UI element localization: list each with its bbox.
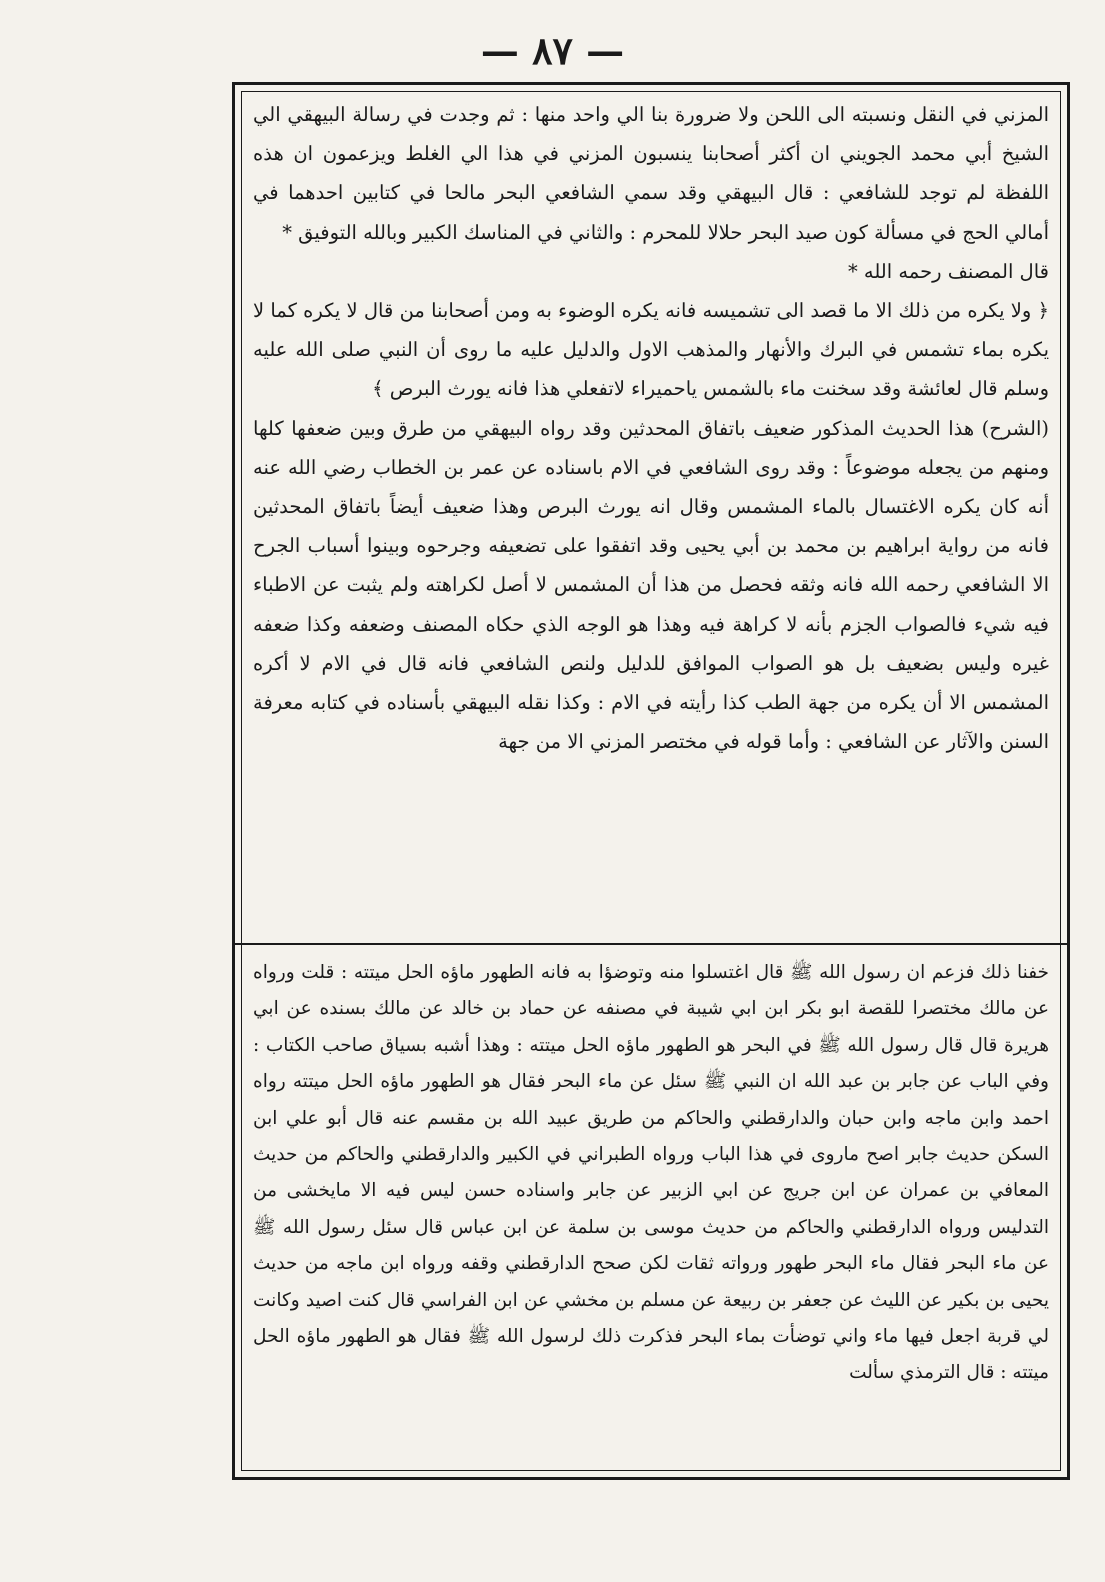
paragraph: قال المصنف رحمه الله * <box>847 259 1049 283</box>
footnotes <box>253 955 1049 1392</box>
paragraph: ﴿ ولا يكره من ذلك الا ما قصد الى تشميسه فانه يكره الوضوء به ومن أصحابنا من قال لا يكره كما لا يكره بماء تشمس في البرك والأنهار والمذهب الاول والدليل عليه ما روى أن النبي صلى الله عليه وسلم قال لعائشة وقد سخنت ماء بالشمس ياحميراء لاتفعلي هذا فانه يورث البرص ﴾ <box>253 299 1049 401</box>
footnote-divider <box>235 943 1067 945</box>
paragraph: (الشرح) هذا الحديث المذكور ضعيف باتفاق المحدثين وقد رواه البيهقي من طرق وبين ضعفها كلها ومنهم من يجعله موضوعاً : وقد روى الشافعي في الام باسناده عن عمر بن الخطاب رضي الله عنه أنه كان يكره الاغتسال بالماء المشمس وقال انه يورث البرص وهذا ضعيف أيضاً باتفاق المحدثين فانه من رواية ابراهيم بن محمد بن أبي يحيى وقد اتفقوا على تضعيفه وجرحوه وبينوا أسباب الجرح الا الشافعي رحمه الله فانه وثقه فحصل من هذا أن المشمس لا أصل لكراهته ولم يثبت عن الاطباء فيه شيء فالصواب الجزم بأنه لا كراهة فيه وهذا هو الوجه الذي حكاه المصنف وضعفه وكذا ضعفه غيره وليس بضعيف بل هو الصواب الموافق للدليل ولنص الشافعي فانه قال في الام لا أكره المشمس الا أن يكره من جهة الطب كذا رأيته في الام : وكذا نقله البيهقي بأسناده في كتابه معرفة السنن والآثار عن الشافعي : وأما قوله في مختصر المزني الا من جهة <box>253 416 1049 754</box>
main-text <box>253 95 1049 761</box>
footnote-paragraph: خفنا ذلك فزعم ان رسول الله ﷺ قال اغتسلوا منه وتوضؤا به فانه الطهور ماؤه الحل ميتته : قلت ورواه عن مالك مختصرا للقصة ابو بكر ابن ابي شيبة في مصنفه عن حماد بن خالد عن مالك بسنده عن ابي هريرة قال قال رسول الله ﷺ في البحر هو الطهور ماؤه الحل ميتته : وهذا أشبه بسياق صاحب الكتاب : وفي الباب عن جابر بن عبد الله ان النبي ﷺ سئل عن ماء البحر فقال هو الطهور ماؤه الحل ميتته رواه احمد وابن ماجه وابن حبان والدارقطني والحاكم من طريق عبيد الله بن مقسم عنه قال أبو علي ابن السكن حديث جابر اصح ماروى في هذا الباب ورواه الطبراني في الكبير والدارقطني والحاكم من حديث المعافي بن عمران عن ابن جريج عن ابي الزبير عن جابر واسناده حسن ليس فيه الا مايخشى من التدليس ورواه الدارقطني والحاكم من حديث موسى بن سلمة عن ابن عباس قال سئل رسول الله ﷺ عن ماء البحر فقال ماء البحر طهور ورواته ثقات لكن صحح الدارقطني وقفه ورواه ابن ماجه من حديث يحيى بن بكير عن الليث عن جعفر بن ربيعة عن مسلم بن مخشي عن ابن الفراسي قال كنت اصيد وكانت لي قربة اجعل فيها ماء واني توضأت بماء البحر فذكرت ذلك لرسول الله ﷺ فقال هو الطهور ماؤه الحل ميتته : قال الترمذي سألت <box>253 962 1049 1384</box>
page-frame <box>232 82 1070 1480</box>
page-number: — ٨٧ — <box>480 28 625 73</box>
paragraph: المزني في النقل ونسبته الى اللحن ولا ضرورة بنا الي واحد منها : ثم وجدت في رسالة البيهقي الي الشيخ أبي محمد الجويني ان أكثر أصحابنا ينسبون المزني في هذا الي الغلط ويزعمون ان هذه اللفظة لم توجد للشافعي : قال البيهقي وقد سمي الشافعي البحر مالحا في كتابين احدهما في أمالي الحج في مسألة كون صيد البحر حلالا للمحرم : والثاني في المناسك الكبير وبالله التوفيق * <box>253 103 1049 244</box>
